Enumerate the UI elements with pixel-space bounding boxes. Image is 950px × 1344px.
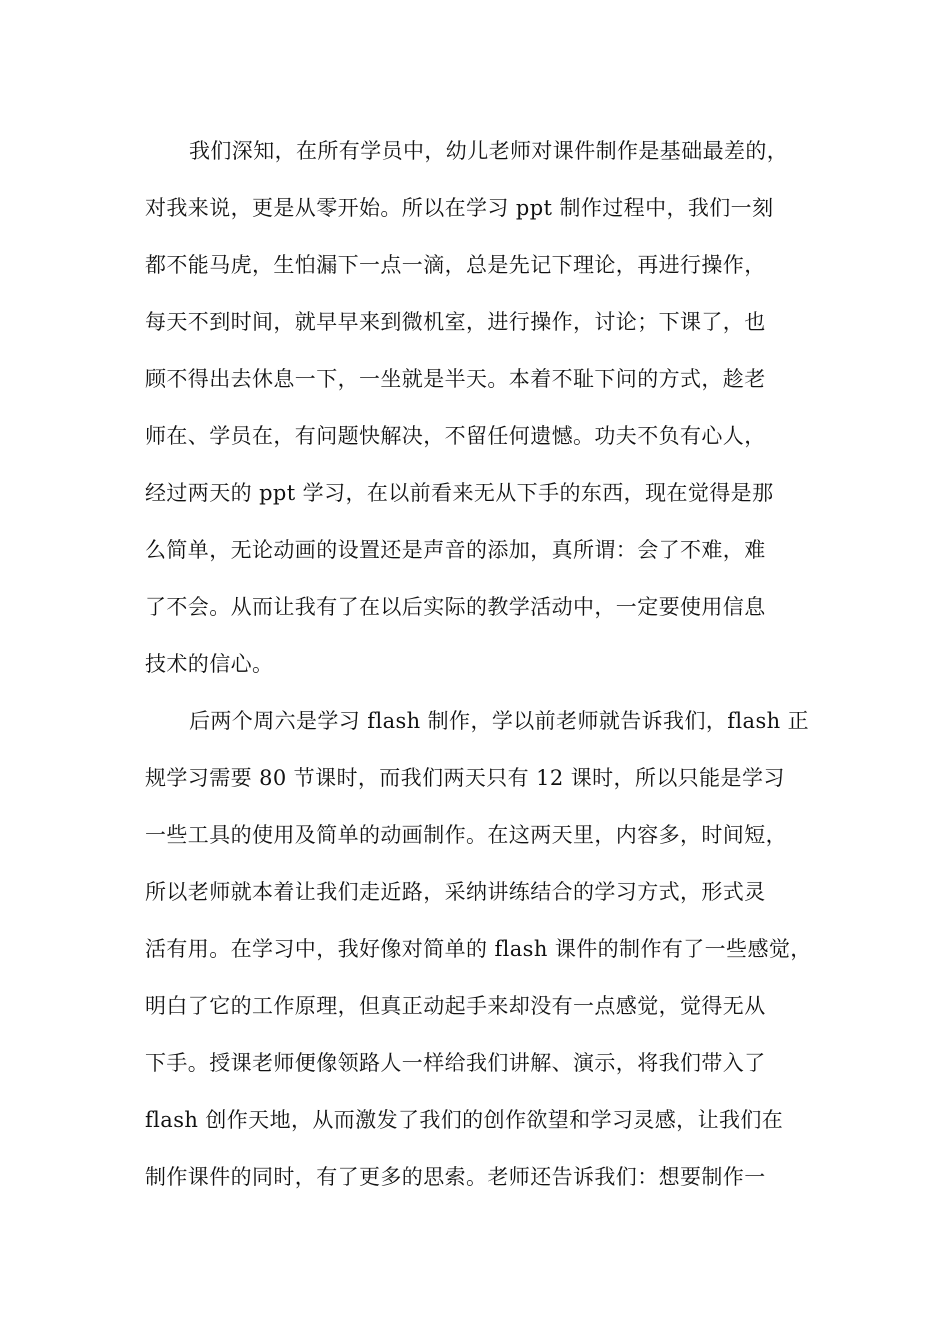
paragraph-2-line-9: 制作课件的同时，有了更多的思索。老师还告诉我们：想要制作一 (145, 1165, 766, 1189)
paragraph-1-line-8: 么简单，无论动画的设置还是声音的添加，真所谓：会了不难，难 (145, 538, 766, 562)
paragraph-2-line-2: 规学习需要 80 节课时，而我们两天只有 12 课时，所以只能是学习 (145, 766, 785, 790)
paragraph-2-line-6: 明白了它的工作原理，但真正动起手来却没有一点感觉，觉得无从 (145, 994, 766, 1018)
paragraph-2-line-7: 下手。授课老师便像领路人一样给我们讲解、演示，将我们带入了 (145, 1051, 766, 1075)
paragraph-1-line-2: 对我来说，更是从零开始。所以在学习 ppt 制作过程中，我们一刻 (145, 196, 774, 220)
paragraph-1-line-5: 顾不得出去休息一下，一坐就是半天。本着不耻下问的方式，趁老 (145, 367, 766, 391)
paragraph-2-line-1: 后两个周六是学习 flash 制作，学以前老师就告诉我们，flash 正 (189, 709, 810, 733)
paragraph-2-line-8: flash 创作天地，从而激发了我们的创作欲望和学习灵感，让我们在 (145, 1108, 784, 1132)
paragraph-1-line-6: 师在、学员在，有问题快解决，不留任何遗憾。功夫不负有心人， (145, 424, 766, 448)
paragraph-1-line-1: 我们深知，在所有学员中，幼儿老师对课件制作是基础最差的， (189, 139, 789, 163)
paragraph-1-line-7: 经过两天的 ppt 学习，在以前看来无从下手的东西，现在觉得是那 (145, 481, 774, 505)
paragraph-2-line-4: 所以老师就本着让我们走近路，采纳讲练结合的学习方式，形式灵 (145, 880, 766, 904)
paragraph-1-line-9: 了不会。从而让我有了在以后实际的教学活动中，一定要使用信息 (145, 595, 766, 619)
paragraph-1-line-10: 技术的信心。 (145, 652, 274, 676)
paragraph-2-line-3: 一些工具的使用及简单的动画制作。在这两天里，内容多，时间短， (145, 823, 787, 847)
paragraph-2-line-5: 活有用。在学习中，我好像对简单的 flash 课件的制作有了一些感觉， (145, 937, 812, 961)
paragraph-1-line-4: 每天不到时间，就早早来到微机室，进行操作，讨论；下课了，也 (145, 310, 766, 334)
paragraph-1-line-3: 都不能马虎，生怕漏下一点一滴，总是先记下理论，再进行操作， (145, 253, 766, 277)
